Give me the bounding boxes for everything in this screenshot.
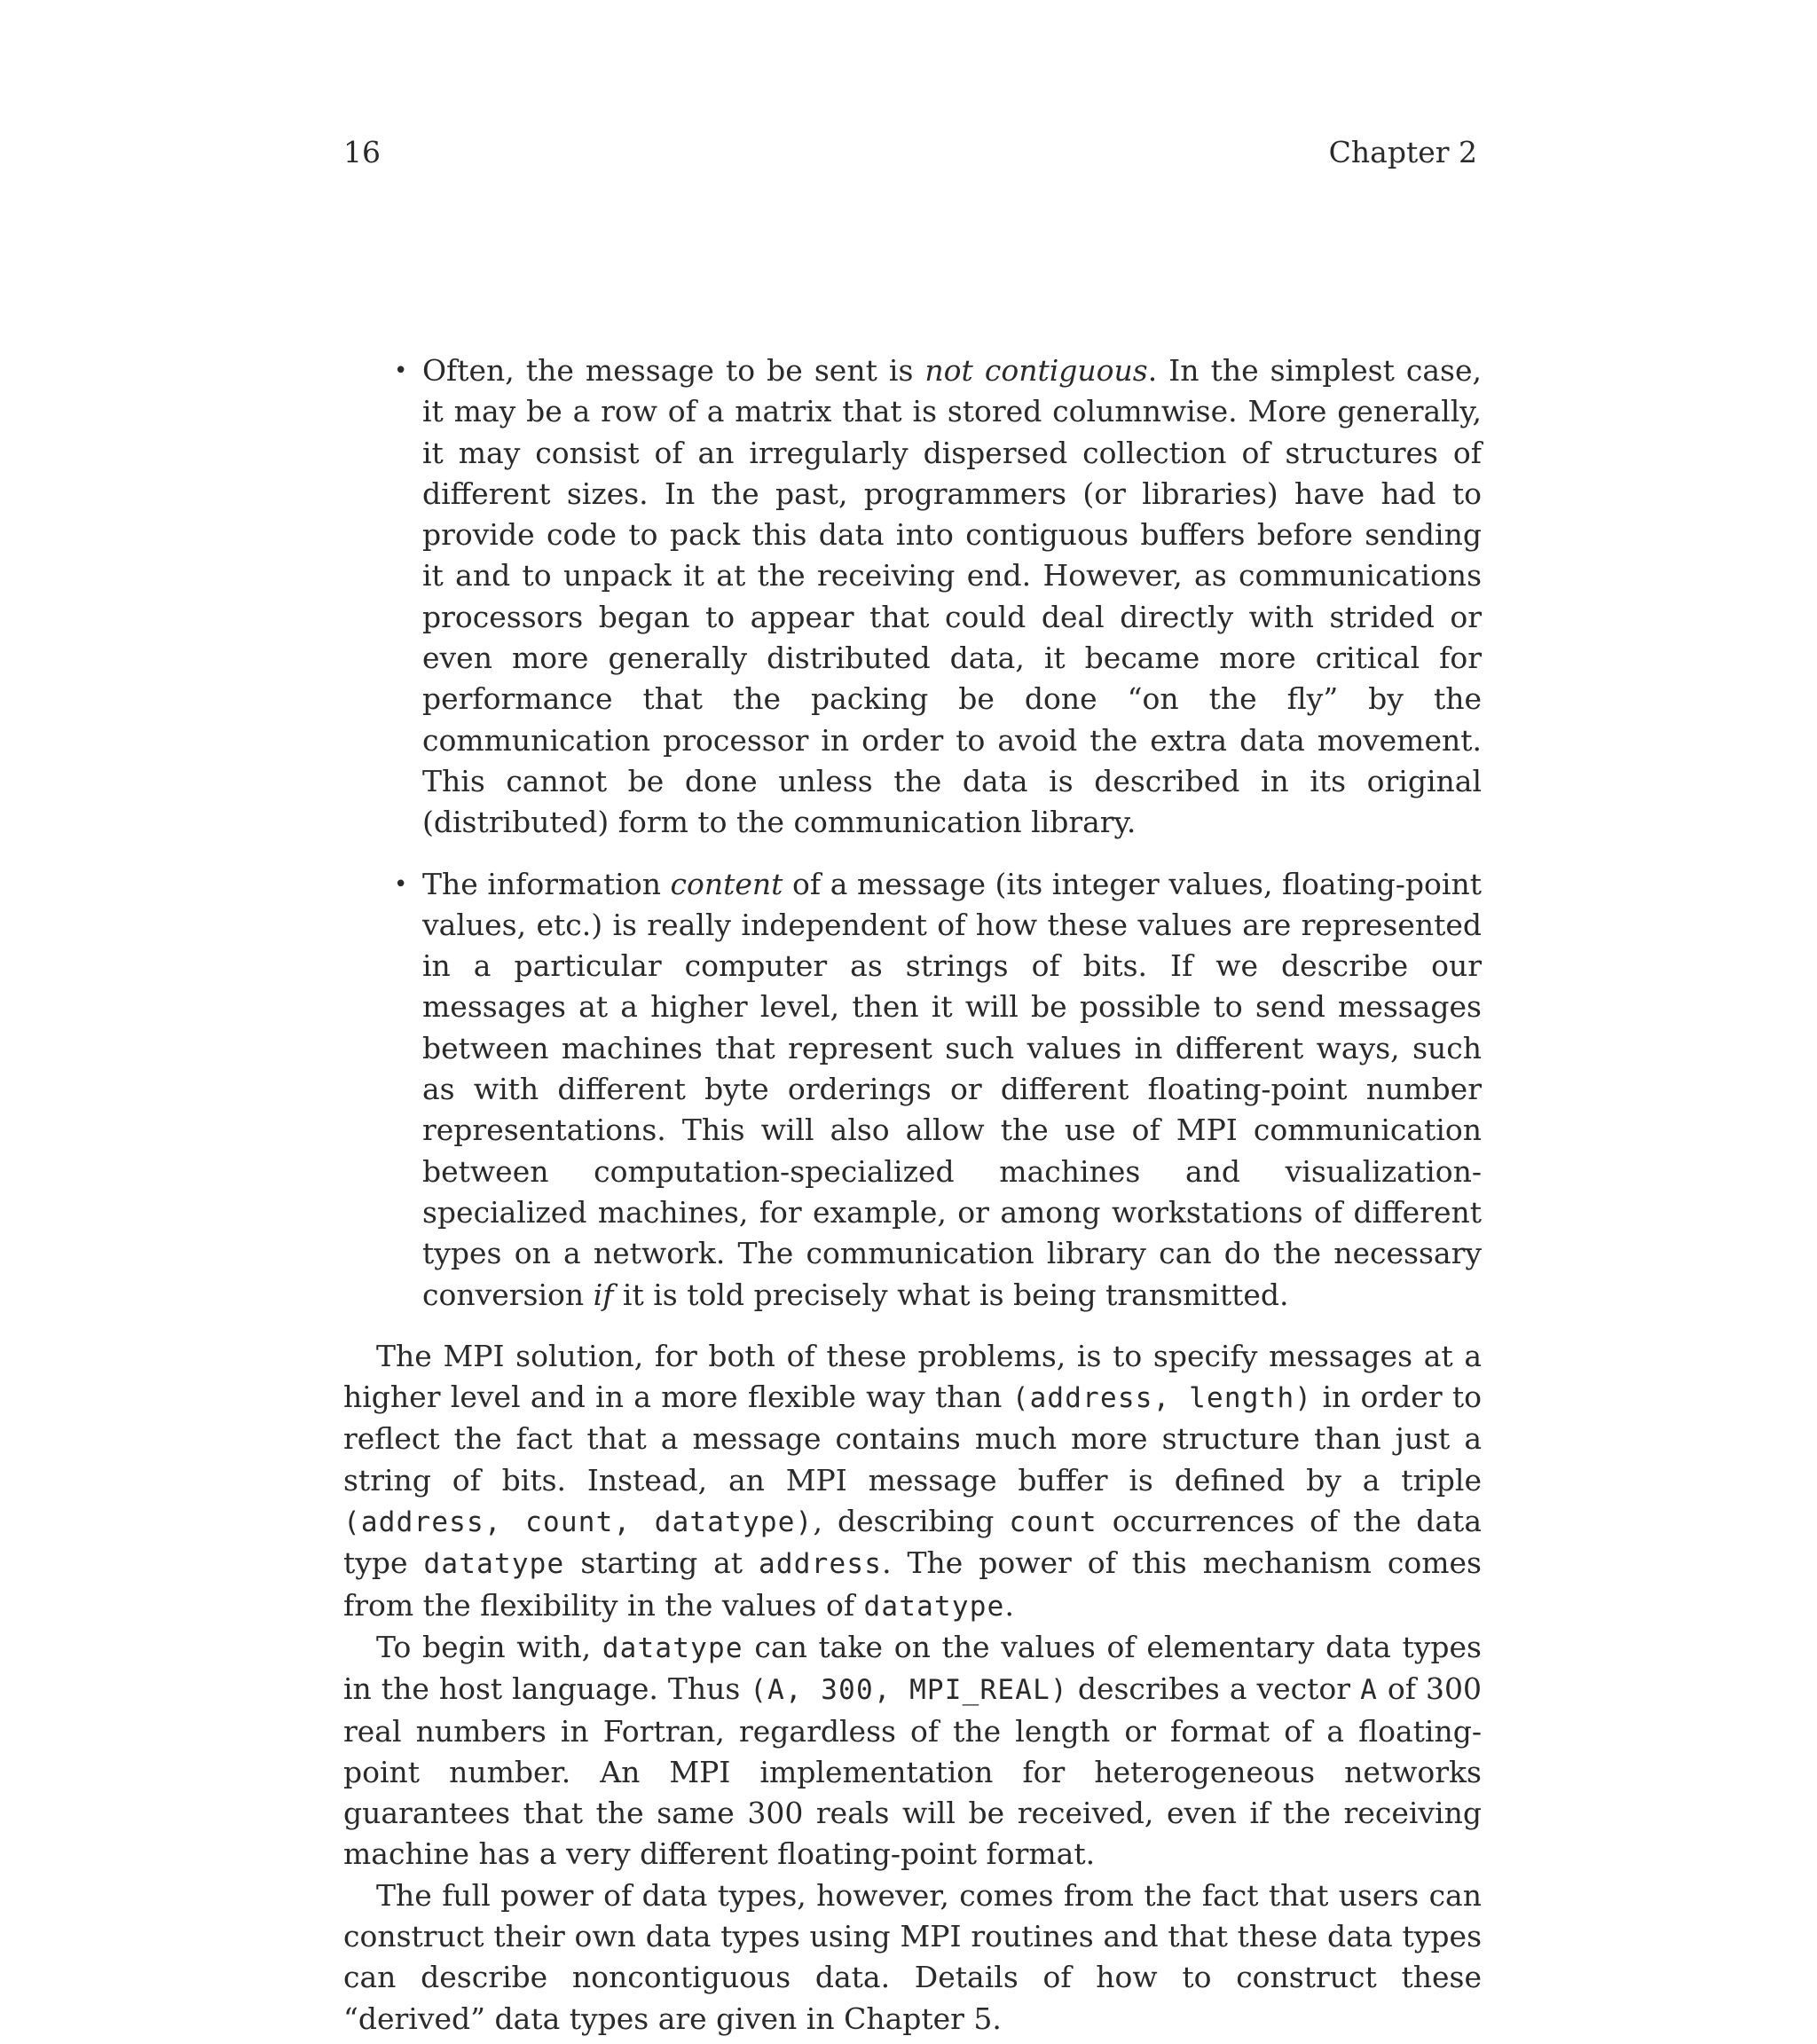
bullet-item-content: • The information content of a message (its integer values, floating-point values, etc.) is really independent of how these values are represented in a particular computer as strings of bits. If we describe our messages at a higher level, then it will be possible to send messages between machines that represent such values in different ways, such as with different byte orderings or different floating-point number representations. This will also allow the use of MPI communication between computation-specialized machines and visualization-specialized machines, for example, or among workstations of different types on a network. The communication library can do the necessary conversion if it is told precisely what is being transmitted. [422,864,1482,1316]
code-count: count [1009,1506,1097,1539]
emphasis: if [593,1277,614,1312]
code-datatype: datatype [602,1631,743,1664]
bullet-item-noncontiguous: • Often, the message to be sent is not contiguous. In the simplest case, it may be a row of a matrix that is stored columnwise. More generally, it may consist of an irregularly dispersed collection of structures of different sizes. In the past, programmers (or libraries) have had to provide code to pack this data into contiguous buffers before sending it and to unpack it at the receiving end. However, as communications processors began to appear that could deal directly with strided or even more generally distributed data, it became more critical for performance that the packing be done “on the fly” by the communication processor in order to avoid the extra data movement. This cannot be done unless the data is described in its original (distributed) form to the communication library. [422,350,1482,844]
bullet-icon: • [394,870,408,898]
body-text [343,350,1482,2040]
emphasis: not contiguous [924,353,1148,388]
bullet-icon: • [394,358,408,384]
running-head: Chapter 2 [1328,135,1477,169]
code-datatype: datatype [423,1548,565,1581]
page-header [343,131,1477,174]
code-address: address [759,1548,883,1581]
code-mpi-real-example: (A, 300, MPI_REAL) [750,1674,1068,1707]
paragraph-elementary-types: To begin with, datatype can take on the values of elementary data types in the host language. Thus (A, 300, MPI_REAL) describes a vector A of 300 real numbers in Fortran, regardless of the length or format of a floating-point number. An MPI implementation for heterogeneous networks guarantees that the same 300 reals will be received, even if the receiving machine has a very different floating-point format. [343,1629,1482,1872]
code-address-length: (address, length) [1011,1382,1313,1415]
code-vector-a: A [1360,1674,1378,1707]
bullet-list [343,350,1482,1316]
emphasis: content [670,866,783,901]
page-number: 16 [343,135,381,169]
paragraph-derived-types: The full power of data types, however, comes from the fact that users can construct their own data types using MPI routines and that these data types can describe noncontiguous data. Details of how to construct these “derived” data types are given in Chapter 5. [343,1877,1482,2036]
code-triple: (address, count, datatype) [343,1506,814,1539]
paragraph-mpi-solution: The MPI solution, for both of these problems, is to specify messages at a higher level and in a more flexible way than (address, length) in order to reflect the fact that a message contains much more structure than just a string of bits. Instead, an MPI message buffer is defined by a triple (address, count, datatype), describing count occurrences of the data type datatype starting at address. The power of this mechanism comes from the flexibility in the values of datatype. [343,1338,1483,1623]
code-datatype: datatype [863,1590,1005,1623]
